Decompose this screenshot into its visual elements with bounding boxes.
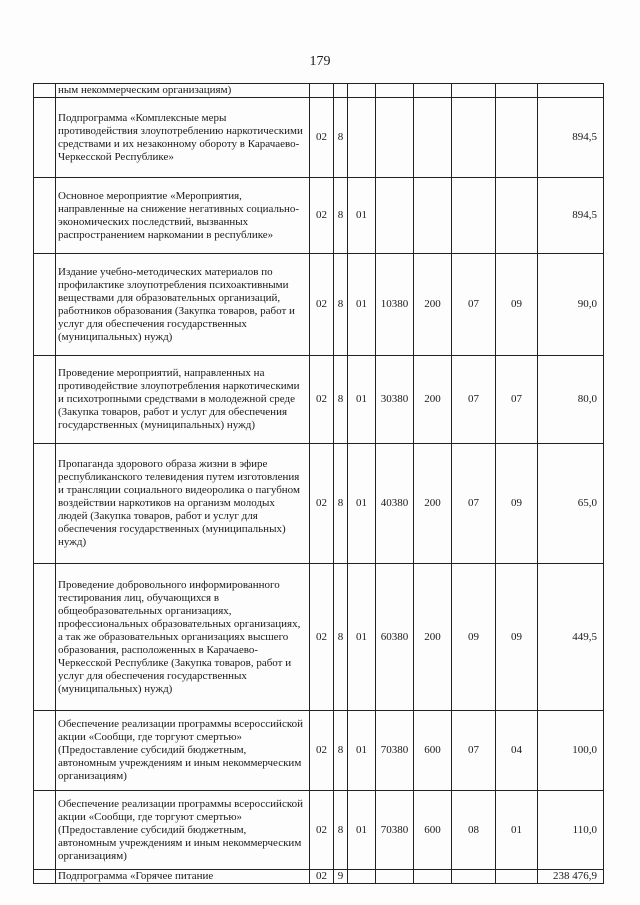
code-subprogram: 8 (334, 791, 348, 870)
code-subprogram: 8 (334, 711, 348, 791)
row-description: Подпрограмма «Комплексные меры противодействия злоупотреблению наркотическими средствами и их незаконному обороту в Карачаево-Черкесской Республике» (56, 98, 310, 178)
code-subprogram: 8 (334, 444, 348, 564)
code-program (310, 84, 334, 98)
code-direction: 70380 (376, 711, 414, 791)
code-event: 01 (348, 711, 376, 791)
code-direction (376, 98, 414, 178)
table-row (34, 98, 604, 178)
row-description: Обеспечение реализации программы всероссийской акции «Сообщи, где торгуют смертью» (Предоставление субсидий бюджетным, автономным учреждениям и иным некоммерческим организациям) (56, 711, 310, 791)
code-subsection: 01 (496, 791, 538, 870)
code-subprogram (334, 84, 348, 98)
code-section: 07 (452, 254, 496, 356)
code-direction: 10380 (376, 254, 414, 356)
row-amount: 110,0 (538, 791, 604, 870)
budget-table (33, 83, 604, 884)
code-subprogram: 8 (334, 564, 348, 711)
row-amount: 449,5 (538, 564, 604, 711)
row-amount: 90,0 (538, 254, 604, 356)
code-program: 02 (310, 711, 334, 791)
table-row (34, 84, 604, 98)
code-event (348, 98, 376, 178)
code-subsection (496, 98, 538, 178)
code-event: 01 (348, 178, 376, 254)
row-description: ным некоммерческим организациям) (56, 84, 310, 98)
code-program: 02 (310, 791, 334, 870)
code-program: 02 (310, 356, 334, 444)
row-description: Издание учебно-методических материалов по профилактике злоупотребления психоактивными веществами для образовательных организаций, работников образования (Закупка товаров, работ и услуг для обеспечения государственных (муниципальных) нужд) (56, 254, 310, 356)
row-amount: 894,5 (538, 98, 604, 178)
code-subsection: 04 (496, 711, 538, 791)
code-direction (376, 178, 414, 254)
row-amount: 65,0 (538, 444, 604, 564)
row-margin-cell (34, 98, 56, 178)
code-subprogram: 8 (334, 254, 348, 356)
code-subsection (496, 178, 538, 254)
row-amount: 100,0 (538, 711, 604, 791)
row-description: Пропаганда здорового образа жизни в эфире республиканского телевидения путем изготовления и трансляции социального видеоролика о пагубном воздействии наркотиков на организм молодых людей (Закупка товаров, работ и услуг для обеспечения государственных (муниципальных) нужд) (56, 444, 310, 564)
row-margin-cell (34, 870, 56, 884)
row-amount: 80,0 (538, 356, 604, 444)
table-row (34, 791, 604, 870)
code-section (452, 84, 496, 98)
code-event: 01 (348, 564, 376, 711)
code-program: 02 (310, 444, 334, 564)
code-section (452, 870, 496, 884)
code-program: 02 (310, 98, 334, 178)
code-expense-type: 200 (414, 444, 452, 564)
row-margin-cell (34, 84, 56, 98)
table-row (34, 254, 604, 356)
code-subsection (496, 870, 538, 884)
row-amount (538, 84, 604, 98)
table-row (34, 444, 604, 564)
code-expense-type (414, 870, 452, 884)
code-subsection: 07 (496, 356, 538, 444)
code-program: 02 (310, 254, 334, 356)
code-event (348, 870, 376, 884)
code-direction: 70380 (376, 791, 414, 870)
code-expense-type: 200 (414, 254, 452, 356)
row-margin-cell (34, 791, 56, 870)
row-description: Основное мероприятие «Мероприятия, направленные на снижение негативных социально-экономических последствий, вызванных распространением наркомании в республике» (56, 178, 310, 254)
code-subsection: 09 (496, 444, 538, 564)
table-row (34, 564, 604, 711)
table-row (34, 178, 604, 254)
row-margin-cell (34, 178, 56, 254)
code-direction: 60380 (376, 564, 414, 711)
code-subprogram: 8 (334, 98, 348, 178)
row-description: Проведение мероприятий, направленных на противодействие злоупотребления наркотическими и психотропными средствами в молодежной среде (Закупка товаров, работ и услуг для обеспечения государственных (муниципальных) нужд) (56, 356, 310, 444)
code-event: 01 (348, 444, 376, 564)
code-expense-type: 200 (414, 564, 452, 711)
code-direction (376, 84, 414, 98)
row-margin-cell (34, 356, 56, 444)
code-event (348, 84, 376, 98)
row-margin-cell (34, 444, 56, 564)
code-subsection (496, 84, 538, 98)
code-section: 07 (452, 711, 496, 791)
code-event: 01 (348, 356, 376, 444)
code-direction: 40380 (376, 444, 414, 564)
code-subprogram: 8 (334, 356, 348, 444)
code-program: 02 (310, 178, 334, 254)
code-expense-type (414, 98, 452, 178)
code-expense-type (414, 178, 452, 254)
table-row (34, 711, 604, 791)
page-number: 179 (309, 54, 331, 69)
table-row (34, 870, 604, 884)
code-direction: 30380 (376, 356, 414, 444)
row-description: Проведение добровольного информированного тестирования лиц, обучающихся в общеобразовательных организациях, профессиональных образовательных организациях, а так же образовательных организациях высшего образования, расположенных в Карачаево-Черкесской Республике (Закупка товаров, работ и услуг для обеспечения государственных (муниципальных) нужд) (56, 564, 310, 711)
row-margin-cell (34, 711, 56, 791)
code-expense-type (414, 84, 452, 98)
code-section: 07 (452, 356, 496, 444)
code-section (452, 98, 496, 178)
row-amount: 894,5 (538, 178, 604, 254)
row-description: Обеспечение реализации программы всероссийской акции «Сообщи, где торгуют смертью» (Предоставление субсидий бюджетным, автономным учреждениям и иным некоммерческим организациям) (56, 791, 310, 870)
table-row (34, 356, 604, 444)
code-event: 01 (348, 254, 376, 356)
code-program: 02 (310, 564, 334, 711)
code-expense-type: 200 (414, 356, 452, 444)
code-section: 07 (452, 444, 496, 564)
code-subprogram: 9 (334, 870, 348, 884)
code-section: 09 (452, 564, 496, 711)
row-description: Подпрограмма «Горячее питание (56, 870, 310, 884)
code-subprogram: 8 (334, 178, 348, 254)
code-event: 01 (348, 791, 376, 870)
code-direction (376, 870, 414, 884)
row-amount: 238 476,9 (538, 870, 604, 884)
code-section: 08 (452, 791, 496, 870)
code-subsection: 09 (496, 564, 538, 711)
row-margin-cell (34, 564, 56, 711)
code-expense-type: 600 (414, 791, 452, 870)
code-expense-type: 600 (414, 711, 452, 791)
code-subsection: 09 (496, 254, 538, 356)
code-section (452, 178, 496, 254)
code-program: 02 (310, 870, 334, 884)
row-margin-cell (34, 254, 56, 356)
